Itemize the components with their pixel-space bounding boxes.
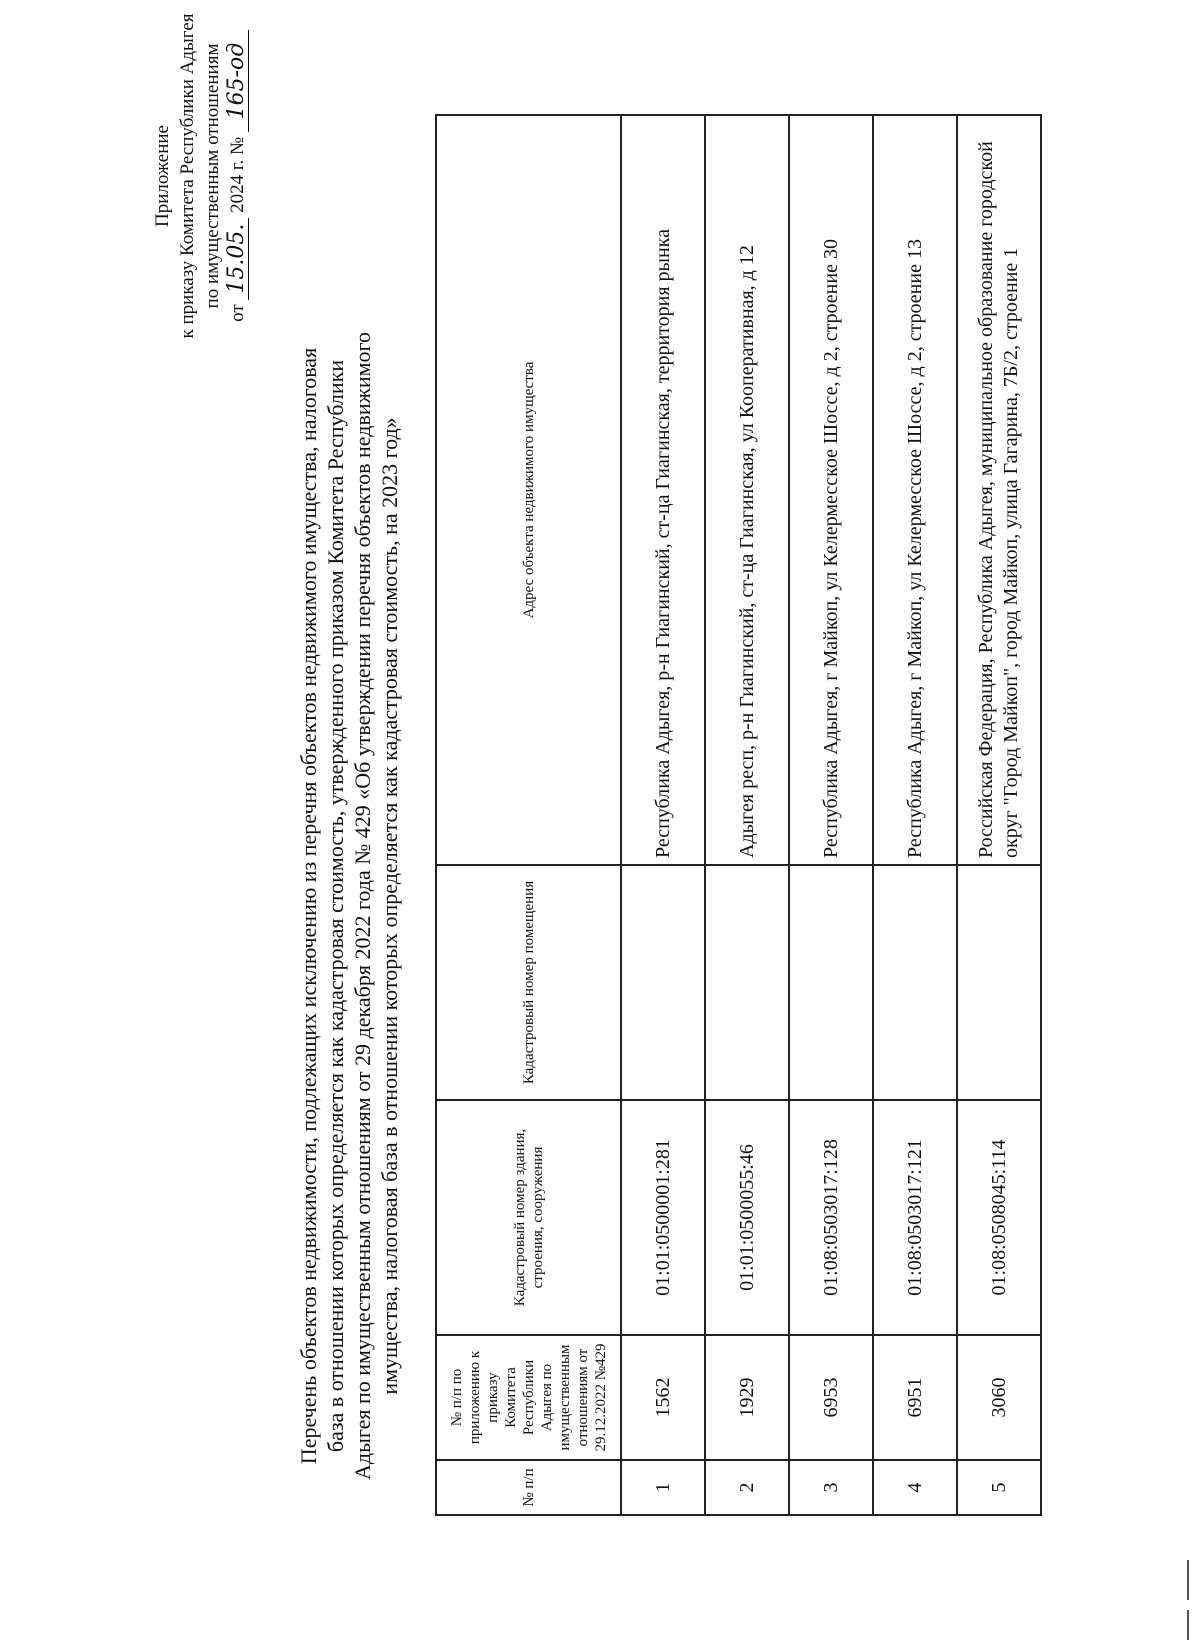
handwritten-date: 15.05. xyxy=(226,218,249,300)
address-cell: Российская Федерация, Республика Адыгея, муниципальное образование городской округ "Город Майкоп", город Майкоп, улица Гагарина, 7Б/2, строение 1 xyxy=(957,115,1041,865)
address-cell: Республика Адыгея, р-н Гиагинский, ст-ца Гиагинская, территория рынка xyxy=(621,115,705,865)
order-year: 2024 г. № xyxy=(227,136,248,213)
address-cell: Республика Адыгея, г Майкоп, ул Келермесское Шоссе, д 2, строение 30 xyxy=(789,115,873,865)
from-prefix: от xyxy=(227,304,248,322)
cadastral-premises-cell xyxy=(621,865,705,1100)
cadastral-building-cell: 01:01:0500001:281 xyxy=(621,1100,705,1335)
title-line-2: база в отношении которых определяется как кадастровая стоимость, утвержденного приказом Комитета Республики xyxy=(323,359,348,1453)
column-header-appendix-ref: № п/п по приложению к приказу Комитета Республики Адыгея по имущественным отношениям от 29.12.2022 №429 xyxy=(436,1335,621,1460)
row-number: 1 xyxy=(621,1460,705,1515)
row-number: 2 xyxy=(705,1460,789,1515)
table-row xyxy=(705,115,789,1515)
objects-table xyxy=(435,114,1042,1516)
appendix-ref-cell: 1562 xyxy=(621,1335,705,1460)
address-cell: Адыгея респ, р-н Гиагинский, ст-ца Гиагинская, ул Кооперативная, д 12 xyxy=(705,115,789,865)
order-reference: к приказу Комитета Республики Адыгея xyxy=(177,13,198,339)
cadastral-premises-cell xyxy=(705,865,789,1100)
scan-mark xyxy=(1187,1610,1189,1640)
table-header-row xyxy=(436,115,621,1515)
cadastral-premises-cell xyxy=(873,865,957,1100)
appendix-header xyxy=(150,0,250,366)
table-row xyxy=(873,115,957,1515)
table-row xyxy=(957,115,1041,1515)
scan-mark xyxy=(1187,1560,1189,1600)
row-number: 4 xyxy=(873,1460,957,1515)
cadastral-premises-cell xyxy=(789,865,873,1100)
order-date-line xyxy=(225,0,250,366)
cadastral-premises-cell xyxy=(957,865,1041,1100)
appendix-ref-cell: 6953 xyxy=(789,1335,873,1460)
column-header-cadastral-premises: Кадастровый номер помещения xyxy=(436,865,621,1100)
title-line-1: Перечень объектов недвижимости, подлежащих исключению из перечня объектов недвижимого имущества, налоговая xyxy=(296,347,321,1465)
table-row xyxy=(789,115,873,1515)
document-title xyxy=(295,316,403,1496)
column-header-address: Адрес объекта недвижимого имущества xyxy=(436,115,621,865)
column-header-number: № п/п xyxy=(436,1460,621,1515)
row-number: 3 xyxy=(789,1460,873,1515)
appendix-ref-cell: 6951 xyxy=(873,1335,957,1460)
scan-edge-marks xyxy=(1185,0,1197,1646)
appendix-ref-cell: 3060 xyxy=(957,1335,1041,1460)
appendix-ref-cell: 1929 xyxy=(705,1335,789,1460)
appendix-label: Приложение xyxy=(152,125,173,227)
cadastral-building-cell: 01:01:0500055:46 xyxy=(705,1100,789,1335)
committee-name: по имущественным отношениям xyxy=(202,43,223,309)
cadastral-building-cell: 01:08:0503017:121 xyxy=(873,1100,957,1335)
column-header-cadastral-building: Кадастровый номер здания, строения, сооружения xyxy=(436,1100,621,1335)
row-number: 5 xyxy=(957,1460,1041,1515)
cadastral-building-cell: 01:08:0508045:114 xyxy=(957,1100,1041,1335)
title-line-3: Адыгея по имущественным отношениям от 29 декабря 2022 года № 429 «Об утверждении перечня объектов недвижимого xyxy=(350,331,375,1481)
cadastral-building-cell: 01:08:0503017:128 xyxy=(789,1100,873,1335)
title-line-4: имущества, налоговая база в отношении которых определяется как кадастровая стоимость, на 2023 год» xyxy=(377,417,402,1395)
table-row xyxy=(621,115,705,1515)
address-cell: Республика Адыгея, г Майкоп, ул Келермесское Шоссе, д 2, строение 13 xyxy=(873,115,957,865)
handwritten-order-number: 165-од xyxy=(226,30,249,132)
